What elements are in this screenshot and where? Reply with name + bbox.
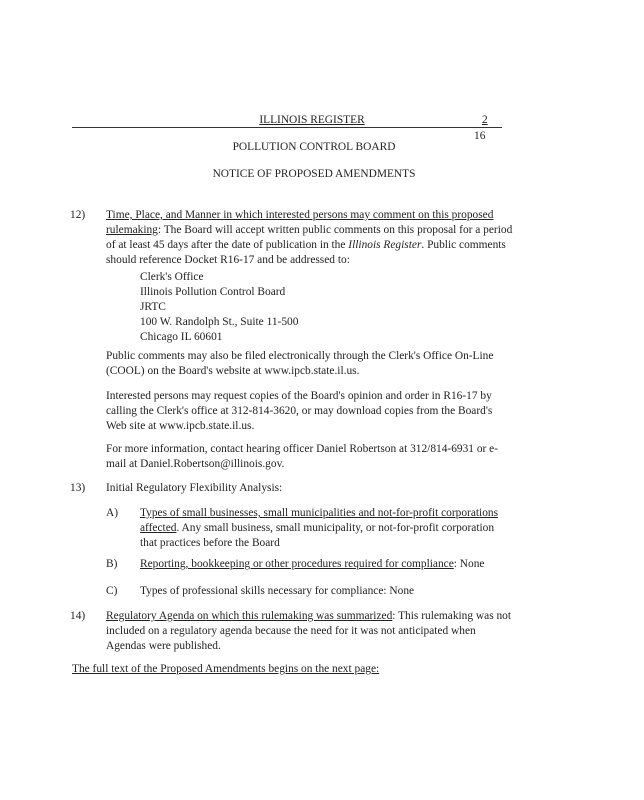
text-line: Interested persons may request copies of the Board's opinion and order in R16-17 by <box>106 390 492 402</box>
illinois-register-italic: Illinois Register <box>348 239 422 251</box>
volume-number: 2 <box>482 114 488 126</box>
item-12-body-line3-pre: of at least 45 days after the date of publication in the <box>106 239 349 251</box>
copies-paragraph <box>106 389 498 434</box>
item-14-heading: Regulatory Agenda on which this rulemaking was summarized <box>106 610 393 622</box>
contact-paragraph <box>106 442 498 472</box>
address-line: Chicago IL 60601 <box>140 331 223 343</box>
item-12-body-line4: should reference Docket R16-17 and be addressed to: <box>106 254 350 266</box>
header-rule <box>72 127 502 128</box>
item-13a-paragraph <box>140 506 498 551</box>
item-13b-label: B) <box>106 558 118 570</box>
text-line: Public comments may also be filed electronically through the Clerk's Office On-Line <box>106 350 494 362</box>
item-13b-paragraph <box>140 557 498 572</box>
item-12-paragraph <box>106 208 513 268</box>
address-line: Illinois Pollution Control Board <box>140 286 286 298</box>
item-12-heading-line1: Time, Place, and Manner in which interested persons may comment on this proposed <box>106 209 494 221</box>
item-14-body-line2: included on a regulatory agenda because the need for it was not anticipated when <box>106 625 476 637</box>
address-line: Clerk's Office <box>140 271 204 283</box>
full-text-notice: The full text of the Proposed Amendments begins on the next page: <box>72 663 380 675</box>
item-12-body-line2: : The Board will accept written public comments on this proposal for a period <box>157 224 513 236</box>
item-14-body-line3: Agendas were published. <box>106 640 221 652</box>
item-14-body-line1: : This rulemaking was not <box>392 610 512 622</box>
register-title: ILLINOIS REGISTER <box>259 114 365 126</box>
issue-number: 16 <box>474 130 486 142</box>
agency-title: POLLUTION CONTROL BOARD <box>232 141 396 153</box>
item-13a-body-line3: that practices before the Board <box>140 537 280 549</box>
item-12-heading-line2: rulemaking <box>106 224 158 236</box>
text-line: mail at Daniel.Robertson@illinois.gov. <box>106 458 285 470</box>
notice-title: NOTICE OF PROPOSED AMENDMENTS <box>212 168 416 180</box>
electronic-filing-paragraph <box>106 349 498 379</box>
item-13-heading: Initial Regulatory Flexibility Analysis: <box>106 482 283 494</box>
text-line: For more information, contact hearing officer Daniel Robertson at 312/814-6931 or e- <box>106 443 499 455</box>
item-14-paragraph <box>106 609 512 654</box>
item-13b-heading: Reporting, bookkeeping or other procedures required for compliance <box>140 558 454 570</box>
item-13a-heading-line1: Types of small businesses, small municipalities and not-for-profit corporations <box>140 507 499 519</box>
text-line: calling the Clerk's office at 312-814-3620, or may download copies from the Board's <box>106 405 493 417</box>
item-12-body-line3-post: . Public comments <box>421 239 506 251</box>
mailing-address <box>140 270 298 345</box>
text-line: (COOL) on the Board's website at www.ipcb.state.il.us. <box>106 365 360 377</box>
item-13-number: 13) <box>70 482 86 494</box>
item-12-number: 12) <box>70 209 86 221</box>
item-13c-paragraph: Types of professional skills necessary for compliance: None <box>140 585 415 597</box>
item-13a-heading-line2: affected <box>140 522 177 534</box>
item-14-number: 14) <box>70 610 86 622</box>
text-line: Web site at www.ipcb.state.il.us. <box>106 420 255 432</box>
item-13b-answer: : None <box>453 558 485 570</box>
address-line: 100 W. Randolph St., Suite 11-500 <box>140 316 299 328</box>
item-13c-label: C) <box>106 585 118 597</box>
address-line: JRTC <box>140 301 166 313</box>
item-13a-label: A) <box>106 507 119 519</box>
item-13a-body-line2: . Any small business, small municipality, or not-for-profit corporation <box>176 522 495 534</box>
